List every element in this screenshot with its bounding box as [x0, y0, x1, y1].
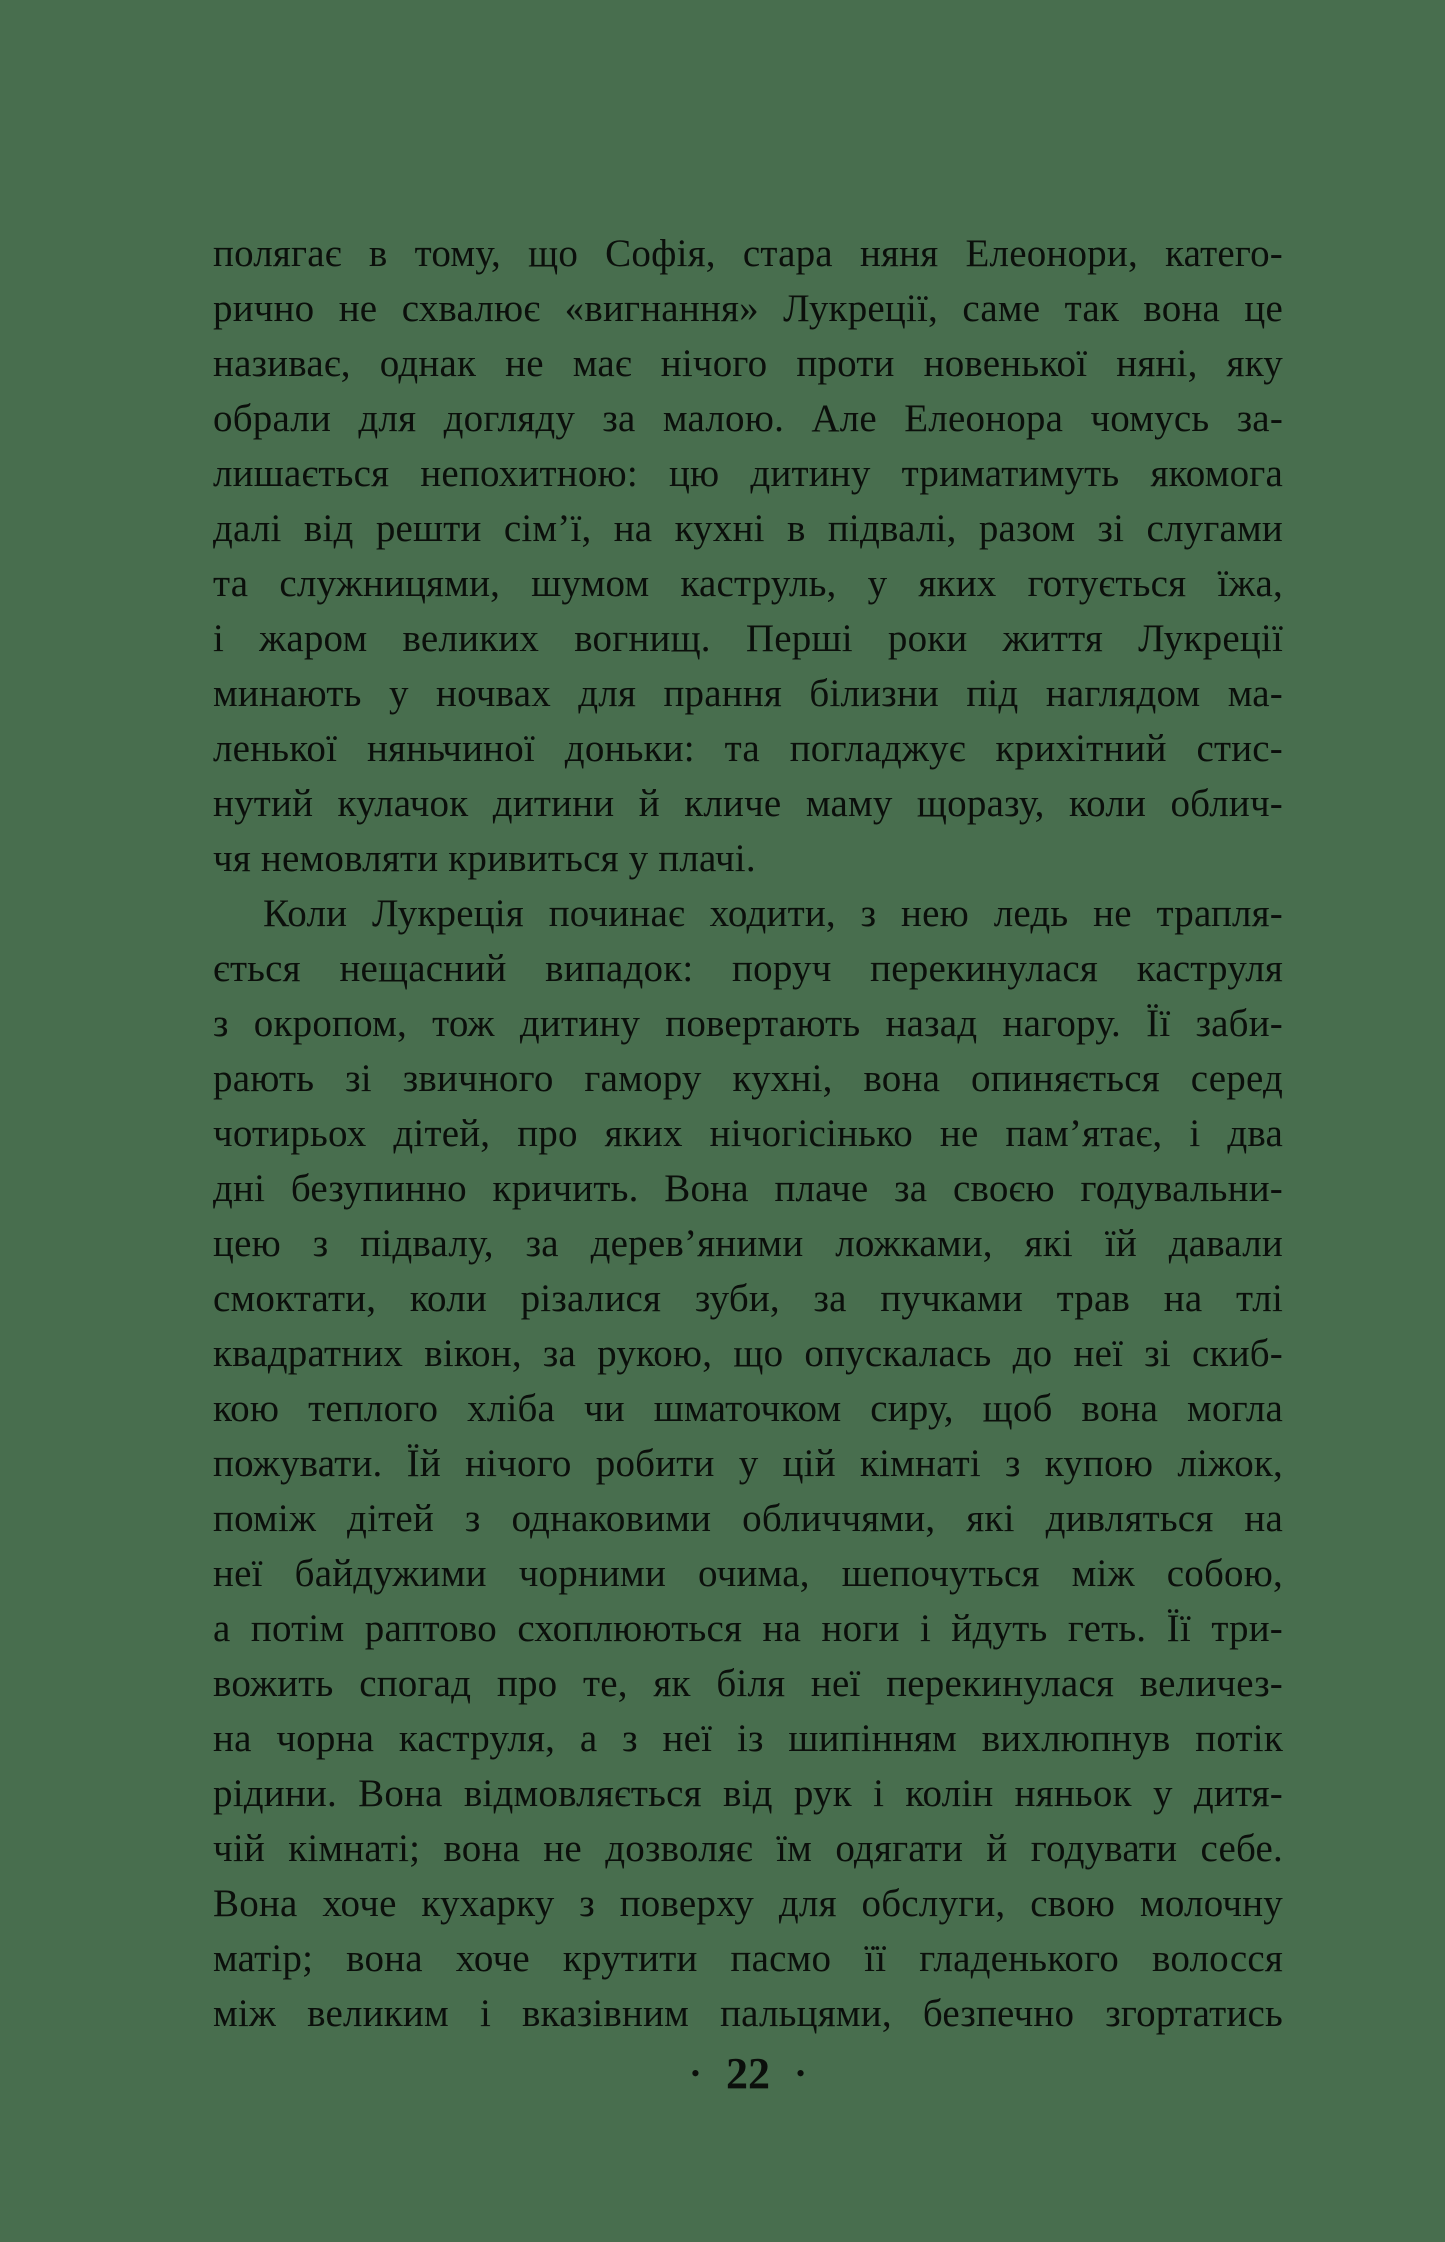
text-line: та служницями, шумом каструль, у яких готується їжа,	[213, 562, 1283, 605]
text-line: минають у ночвах для прання білизни під наглядом ма-	[213, 672, 1283, 715]
text-line: а потім раптово схоплюються на ноги і йдуть геть. Її три-	[213, 1607, 1283, 1650]
text-line: поміж дітей з однаковими обличчями, які дивляться на	[213, 1497, 1283, 1540]
text-line: лишається непохитною: цю дитину триматимуть якомога	[213, 452, 1283, 495]
text-line: називає, однак не має нічого проти новенької няні, яку	[213, 342, 1283, 385]
text-line: рідини. Вона відмовляється від рук і колін няньок у дитя-	[213, 1772, 1283, 1815]
text-line: між великим і вказівним пальцями, безпечно згортатись	[213, 1992, 1283, 2035]
text-line: квадратних вікон, за рукою, що опускалась до неї зі скиб-	[213, 1332, 1283, 1375]
page-number-dot-right: •	[796, 2059, 806, 2088]
text-line: рають зі звичного гамору кухні, вона опиняється серед	[213, 1057, 1283, 1100]
text-line: неї байдужими чорними очима, шепочуться між собою,	[213, 1552, 1283, 1595]
text-line: з окропом, тож дитину повертають назад нагору. Її заби-	[213, 1002, 1283, 1045]
page-text	[213, 226, 1283, 2041]
text-line: пожувати. Їй нічого робити у цій кімнаті з купою ліжок,	[213, 1442, 1283, 1485]
text-line: і жаром великих вогнищ. Перші роки життя Лукреції	[213, 617, 1283, 660]
text-line: нутий кулачок дитини й кличе маму щоразу, коли облич-	[213, 782, 1283, 825]
text-line: смоктати, коли різалися зуби, за пучками трав на тлі	[213, 1277, 1283, 1320]
text-line: кою теплого хліба чи шматочком сиру, щоб вона могла	[213, 1387, 1283, 1430]
text-line: чій кімнаті; вона не дозволяє їм одягати й годувати себе.	[213, 1827, 1283, 1870]
text-line: чотирьох дітей, про яких нічогісінько не пам’ятає, і два	[213, 1112, 1283, 1155]
text-line: вожить спогад про те, як біля неї перекинулася величез-	[213, 1662, 1283, 1705]
text-line: на чорна каструля, а з неї із шипінням вихлюпнув потік	[213, 1717, 1283, 1760]
text-line: ленької няньчиної доньки: та погладжує крихітний стис-	[213, 727, 1283, 770]
text-line: далі від решти сім’ї, на кухні в підвалі, разом зі слугами	[213, 507, 1283, 550]
text-line: полягає в тому, що Софія, стара няня Елеонори, катего-	[213, 232, 1283, 275]
page-number: 22	[726, 2049, 770, 2098]
text-line: матір; вона хоче крутити пасмо її гладенького волосся	[213, 1937, 1283, 1980]
text-line: цею з підвалу, за дерев’яними ложками, які їй давали	[213, 1222, 1283, 1265]
text-line: чя немовляти кривиться у плачі.	[213, 837, 756, 880]
text-line: рично не схвалює «вигнання» Лукреції, саме так вона це	[213, 287, 1283, 330]
page-footer	[213, 2049, 1283, 2098]
text-line: Вона хоче кухарку з поверху для обслуги, свою молочну	[213, 1882, 1283, 1925]
text-line: обрали для догляду за малою. Але Елеонора чомусь за-	[213, 397, 1283, 440]
text-line: дні безупинно кричить. Вона плаче за своєю годувальни-	[213, 1167, 1283, 1210]
text-line: Коли Лукреція починає ходити, з нею ледь не трапля-	[263, 892, 1283, 935]
page-number-dot-left: •	[690, 2059, 700, 2088]
text-line: ється нещасний випадок: поруч перекинулася каструля	[213, 947, 1283, 990]
